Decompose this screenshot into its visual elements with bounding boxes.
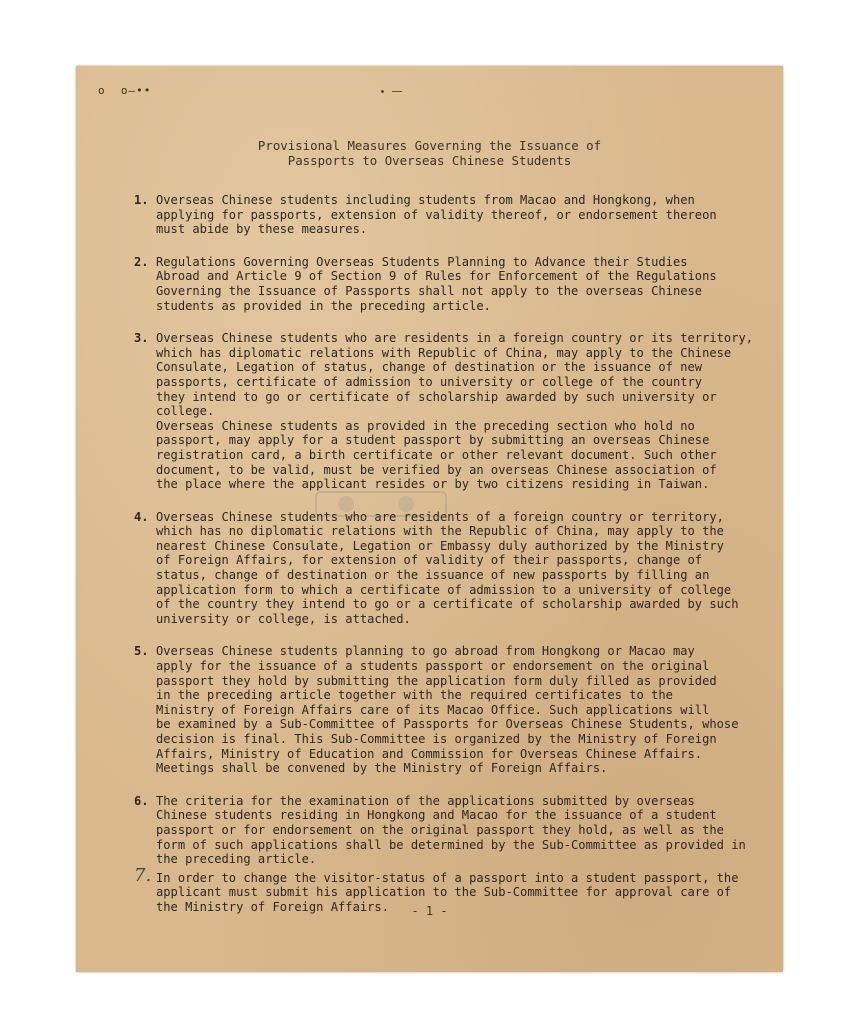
document-page [76,66,783,972]
measure-text-line: apply for the issuance of a students passport or endorsement on the original [156,659,710,674]
measure-text-line: Abroad and Article 9 of Section 9 of Rules for Enforcement of the Regulations [156,269,717,284]
document-title [76,138,783,168]
measure-text-line: be examined by a Sub-Committee of Passports for Overseas Chinese Students, whose [156,717,739,732]
measure-text-line: they intend to go or certificate of scholarship awarded by such university or [156,389,717,404]
measure-number: 7. [134,864,152,886]
measure-text-line: In order to change the visitor-status of a passport into a student passport, the [156,870,739,885]
measure-number: 4. [134,509,149,524]
measure-text-line: Ministry of Foreign Affairs care of its Macao Office. Such applications will [156,702,710,717]
measure-text-line: decision is final. This Sub-Committee is organized by the Ministry of Foreign [156,732,717,746]
measure-number: 1. [134,193,149,207]
measure-text-line: form of such applications shall be determined by the Sub-Committee as provided in [156,837,746,852]
measure-text-line: of Foreign Affairs, for extension of validity of their passports, change of [156,553,703,568]
measure-text-line: the preceding article. [156,852,317,867]
measure-text-line: passport, may apply for a student passport by submitting an overseas Chinese [156,433,710,448]
measure-item [134,193,764,237]
measure-text-line: in the preceding article together with the required certificates to the [156,688,673,703]
measure-item [134,644,764,775]
measure-text-line: The criteria for the examination of the applications submitted by overseas [156,793,695,808]
measures-list [134,193,764,933]
staple-holes-left: o o–•• [98,84,152,97]
measure-text-line: nearest Chinese Consulate, Legation or Embassy duly authorized by the Ministry [156,538,724,553]
measure-text-line: Overseas Chinese students who are residents in a foreign country or its territory, [156,331,754,346]
measure-text-line: application form to which a certificate of admission to a university of college [156,582,732,597]
measure-item [134,510,764,627]
measure-text-line: Regulations Governing Overseas Students Planning to Advance their Studies [156,254,688,269]
measure-text-line: Overseas Chinese students including students from Macao and Hongkong, when [156,193,695,207]
measure-text-line: document, to be valid, must be verified by an overseas Chinese association of [156,462,717,477]
measure-text-line: Consulate, Legation of status, change of destination or the issuance of new [156,360,703,375]
measure-text-line: college. [156,404,215,419]
measure-item [134,794,764,867]
measure-number: 5. [134,644,149,659]
measure-text-line: status, change of destination or the issuance of new passports by filling an [156,568,710,583]
measure-text-line: applying for passports, extension of validity thereof, or endorsement thereon [156,207,717,222]
measure-text-line: passport or for endorsement on the original passport they hold, as well as the [156,822,724,837]
measure-text-line: must abide by these measures. [156,222,368,237]
measure-number: 3. [134,331,149,346]
measure-text-line: university or college, is attached. [156,611,411,626]
measure-number: 6. [134,793,149,808]
title-line-2: Passports to Overseas Chinese Students [287,153,572,168]
measure-text-line: Affairs, Ministry of Education and Commission for Overseas Chinese Affairs. [156,746,703,761]
measure-text-line: applicant must submit his application to the Sub-Committee for approval care of [156,885,732,900]
measure-text-line: registration card, a birth certificate or other relevant document. Such other [156,447,717,462]
measure-text-line: of the country they intend to go or a certificate of scholarship awarded by such [156,597,739,612]
measure-text-line: Overseas Chinese students planning to go abroad from Hongkong or Macao may [156,644,695,659]
measure-text-line: the place where the applicant resides or by two citizens residing in Taiwan. [156,477,710,492]
page-number: - 1 - [411,904,448,918]
measure-text-line: students as provided in the preceding article. [156,298,491,313]
measure-text-line: Governing the Issuance of Passports shall not apply to the overseas Chinese [156,283,703,298]
measure-number: 2. [134,254,149,269]
measure-text-line: passport they hold by submitting the application form duly filled as provided [156,673,717,688]
measure-text-line: which has no diplomatic relations with the Republic of China, may apply to the [156,524,724,539]
measure-text-line: Overseas Chinese students who are residents of a foreign country or territory, [156,509,724,524]
title-line-1: Provisional Measures Governing the Issuance of [257,138,602,153]
measure-text-line: Overseas Chinese students as provided in the preceding section who hold no [156,418,695,433]
measure-item [134,255,764,313]
measure-text-line: Chinese students residing in Hongkong and Macao for the issuance of a student [156,808,717,823]
measure-item [134,331,764,492]
measure-text-line: the Ministry of Foreign Affairs. [156,899,389,914]
measure-text-line: which has diplomatic relations with Republic of China, may apply to the Chinese [156,345,732,360]
measure-text-line: passports, certificate of admission to university or college of the country [156,374,703,389]
measure-text-line: Meetings shall be convened by the Ministry of Foreign Affairs. [156,761,608,776]
staple-mark [370,90,414,93]
